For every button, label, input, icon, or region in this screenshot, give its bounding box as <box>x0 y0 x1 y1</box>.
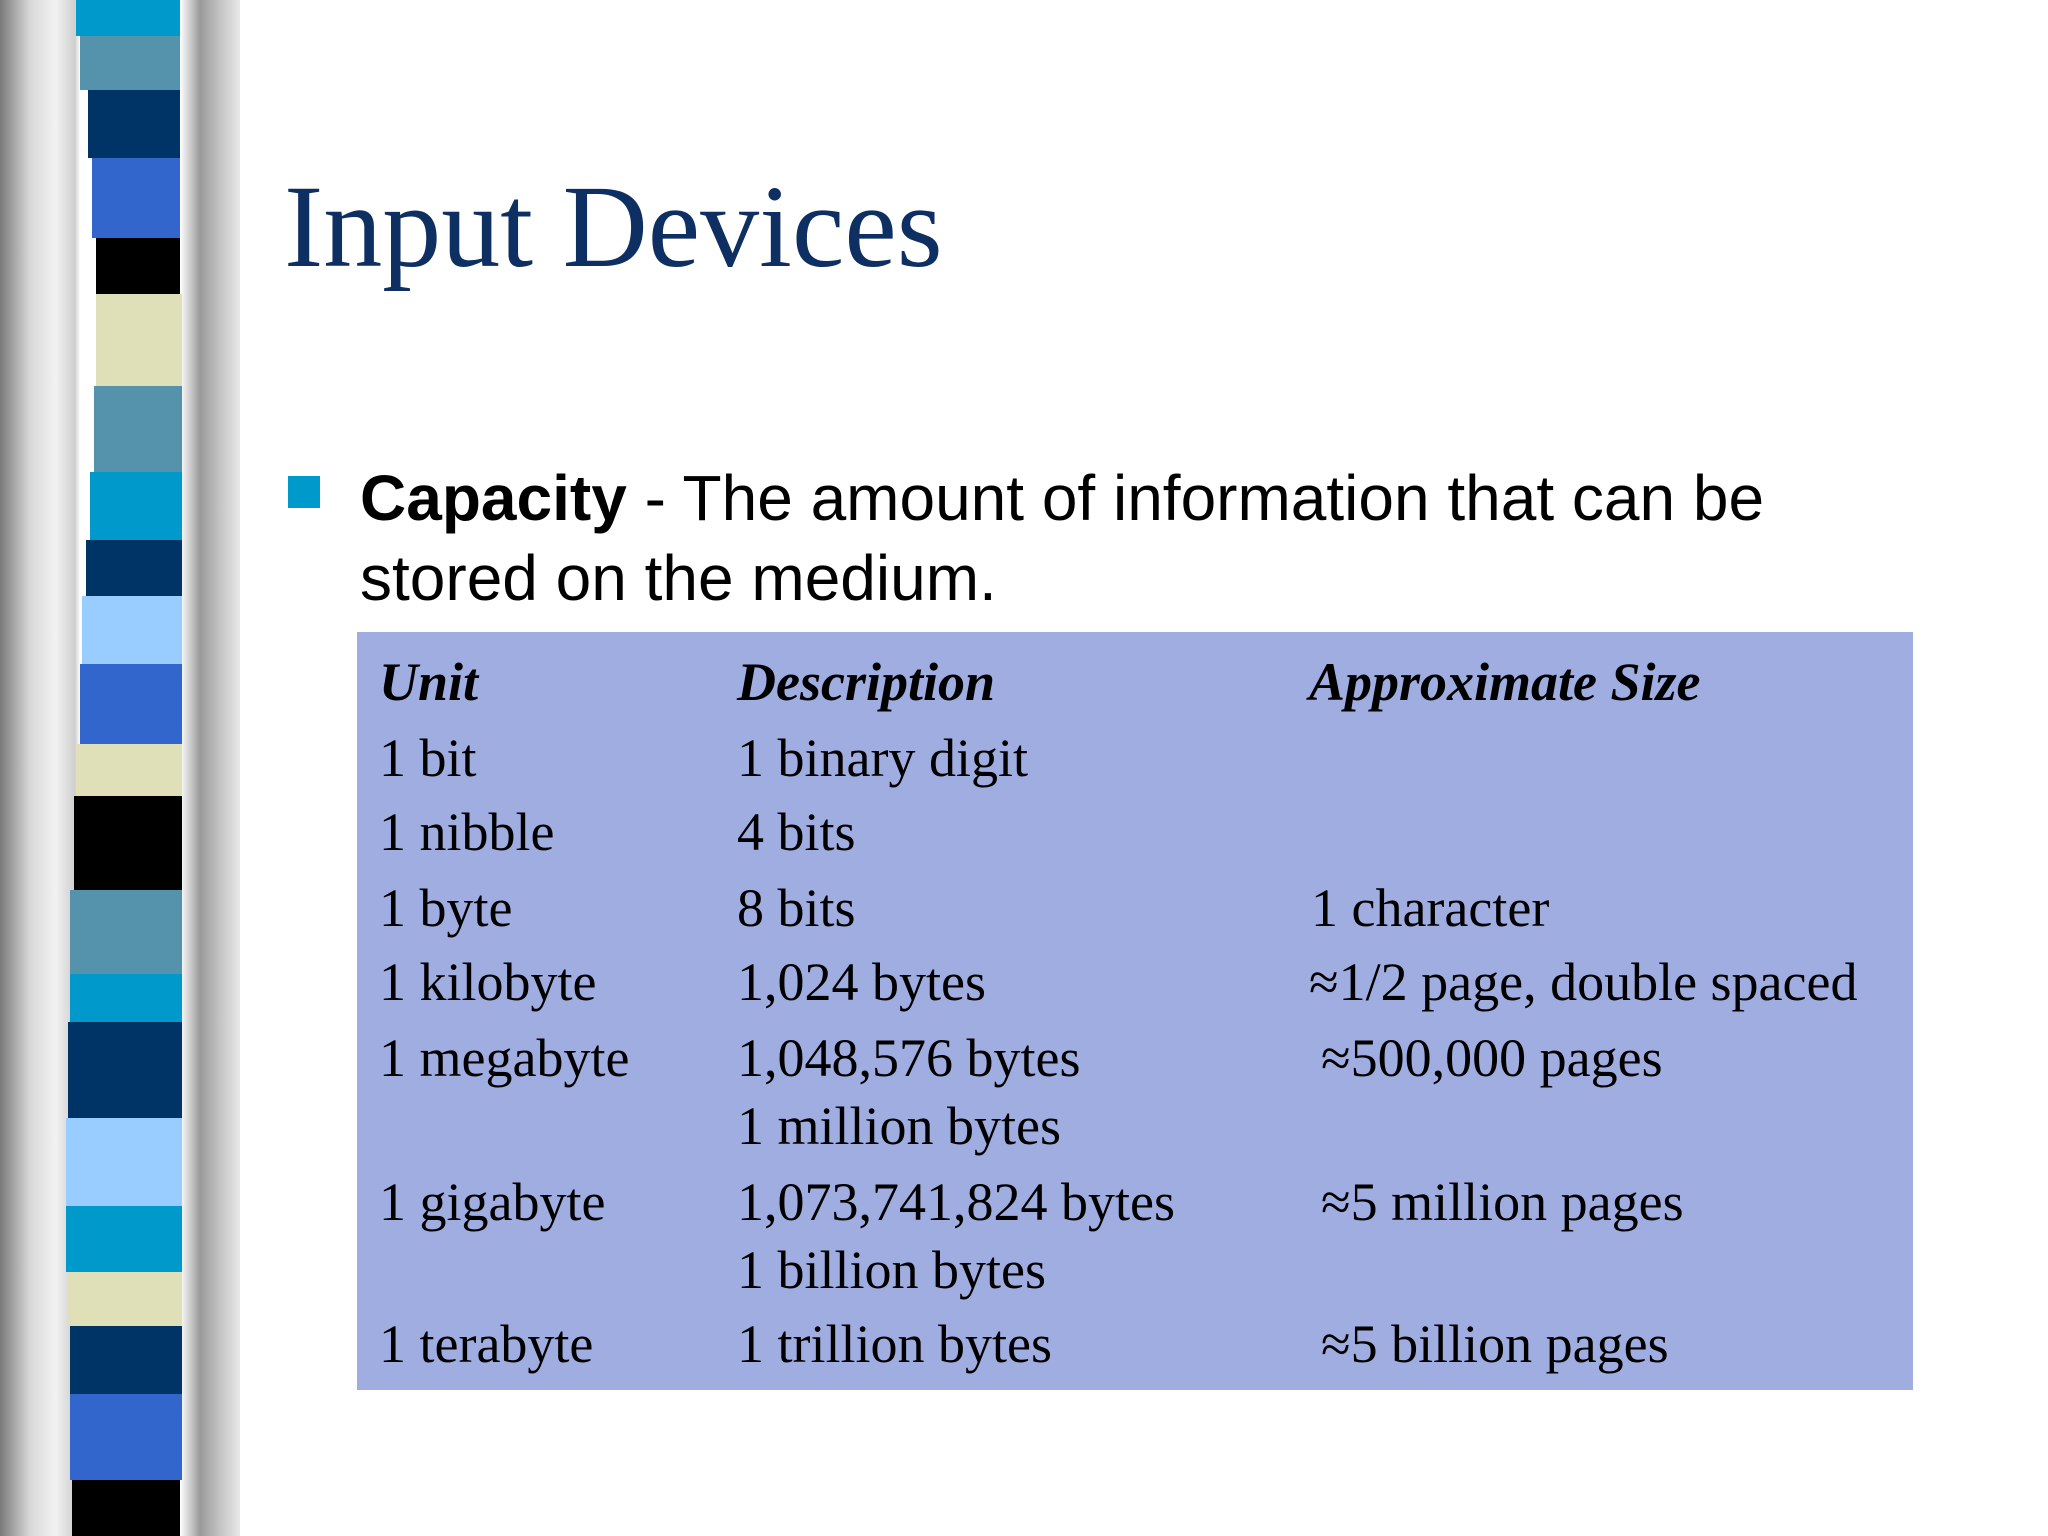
row-megabyte-description: 1,048,576 bytes <box>737 1028 1081 1088</box>
decorative-stripe-panel <box>0 0 240 1536</box>
bullet-text <box>360 458 1920 618</box>
capacity-table <box>357 632 1913 1390</box>
slide-title: Input Devices <box>284 161 943 292</box>
bullet-term: Capacity <box>360 462 627 534</box>
row-megabyte-description-alt: 1 million bytes <box>737 1096 1061 1156</box>
header-approximate-size: Approximate Size <box>1309 652 1701 712</box>
row-bit-unit: 1 bit <box>379 728 477 788</box>
row-nibble-unit: 1 nibble <box>379 802 555 862</box>
row-gigabyte-description: 1,073,741,824 bytes <box>737 1172 1175 1232</box>
row-terabyte-description: 1 trillion bytes <box>737 1314 1052 1374</box>
row-kilobyte-size: ≈1/2 page, double spaced <box>1309 952 1858 1012</box>
row-byte-unit: 1 byte <box>379 878 513 938</box>
square-bullet-icon <box>288 476 320 508</box>
row-terabyte-size: ≈5 billion pages <box>1321 1314 1669 1374</box>
row-kilobyte-unit: 1 kilobyte <box>379 952 597 1012</box>
row-kilobyte-description: 1,024 bytes <box>737 952 986 1012</box>
row-terabyte-unit: 1 terabyte <box>379 1314 594 1374</box>
row-gigabyte-unit: 1 gigabyte <box>379 1172 606 1232</box>
bullet-definition: - The amount of information that can be stored on the medium. <box>360 462 1765 614</box>
row-megabyte-size: ≈500,000 pages <box>1321 1028 1663 1088</box>
row-gigabyte-description-alt: 1 billion bytes <box>737 1240 1046 1300</box>
row-gigabyte-size: ≈5 million pages <box>1321 1172 1684 1232</box>
header-unit: Unit <box>379 652 479 712</box>
header-description: Description <box>737 652 996 712</box>
row-megabyte-unit: 1 megabyte <box>379 1028 630 1088</box>
row-bit-description: 1 binary digit <box>737 728 1028 788</box>
row-nibble-description: 4 bits <box>737 802 856 862</box>
row-byte-description: 8 bits <box>737 878 856 938</box>
row-byte-size: 1 character <box>1311 878 1550 938</box>
